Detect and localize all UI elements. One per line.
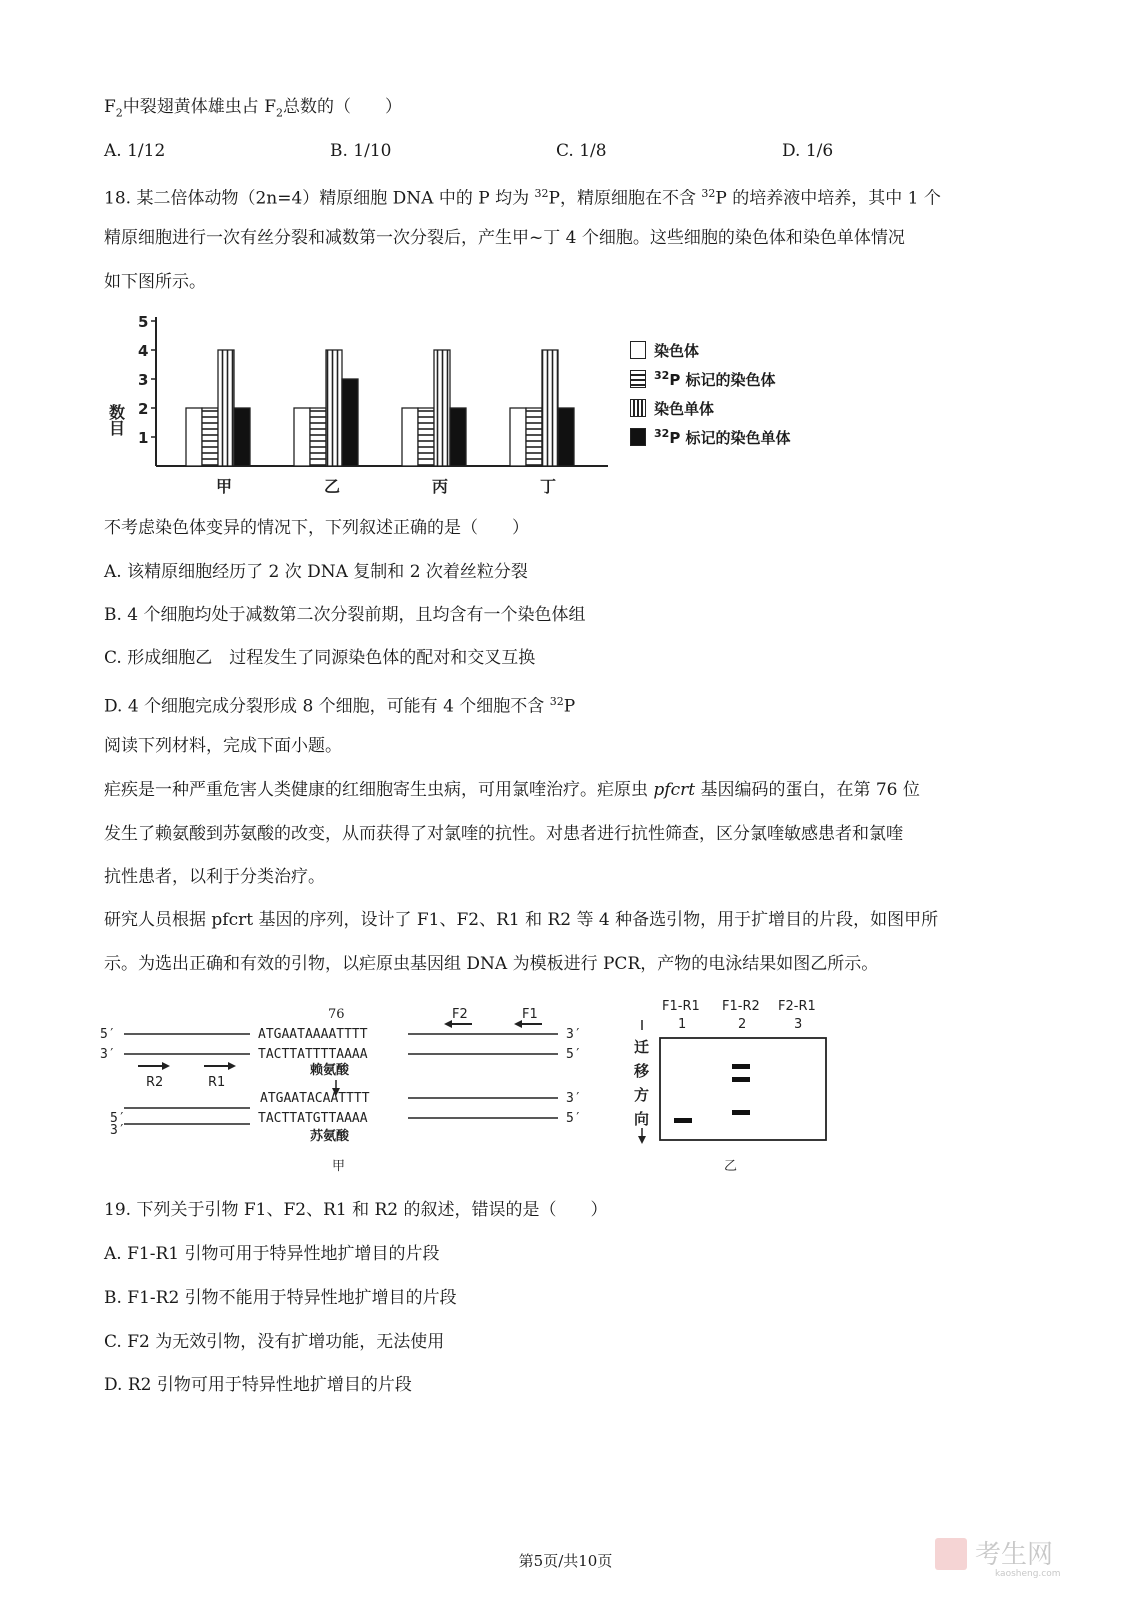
- bar-2-3: [450, 408, 466, 466]
- sequence-bottom-1: ATGAATACAATTTT: [260, 1091, 370, 1106]
- legend-item-labeled-chromatid: $^{32}$P 标记的染色单体: [630, 427, 791, 448]
- bar-1-2: [326, 350, 342, 466]
- bar-2-1: [418, 408, 434, 466]
- five-prime-label: 5′: [100, 1027, 116, 1042]
- direction-char: 迁: [634, 1038, 650, 1056]
- figure-yi-gel: [626, 994, 846, 1178]
- category-label: 甲: [216, 477, 233, 496]
- arrowhead: [638, 1136, 646, 1144]
- sequence-top-1: ATGAATAAAATTTT: [258, 1027, 368, 1042]
- legend-item-chromosome: 染色体: [630, 340, 699, 361]
- q17-stem: $F_2$中裂翅黄体雄虫占 $F_2$总数的（ ）: [104, 97, 402, 120]
- material-p2-line2: 示。为选出正确和有效的引物，以疟原虫基因组 DNA 为模板进行 PCR，产物的电泳结果如图乙所示。: [104, 954, 879, 974]
- svg-text:考生网: 考生网: [975, 1540, 1054, 1570]
- chart-svg: [106, 313, 610, 510]
- q19-option-d: D. R2 引物可用于特异性地扩增目的片段: [104, 1375, 412, 1395]
- lane-number-3: 3: [794, 1017, 803, 1032]
- category-label: 丁: [540, 477, 557, 496]
- bar-2-0: [402, 408, 418, 466]
- gel-band-lane2-top: [732, 1064, 750, 1069]
- q17-option-a: A. 1/12: [104, 141, 166, 161]
- gel-band-lane2-mid: [732, 1077, 750, 1082]
- bar-0-1: [202, 408, 218, 466]
- direction-char: 方: [634, 1086, 650, 1104]
- arrowhead: [162, 1062, 170, 1070]
- lane-label-1: F1-R1: [662, 999, 700, 1014]
- lane-label-2: F1-R2: [722, 999, 760, 1014]
- q18-stem-line2: 精原细胞进行一次有丝分裂和减数第一次分裂后，产生甲~丁 4 个细胞。这些细胞的染色体和染色单体情况: [104, 228, 905, 248]
- q17-option-b: B. 1/10: [330, 141, 392, 161]
- sequence-bottom-2: TACTTATGTTAAAA: [258, 1111, 368, 1126]
- figure-yi-caption: 乙: [724, 1159, 738, 1174]
- q19-option-b: B. F1-R2 引物不能用于特异性地扩增目的片段: [104, 1288, 457, 1308]
- three-prime-label: 3′: [566, 1027, 582, 1042]
- page-number: 第5页/共10页: [518, 1552, 613, 1570]
- y-tick-label: 4: [138, 342, 149, 360]
- material-p1-line1: 疟疾是一种严重危害人类健康的红细胞寄生虫病，可用氯喹治疗。疟原虫 pfcrt 基因编码的蛋白，在第 76 位: [104, 780, 920, 800]
- codon-position-label: 76: [328, 1007, 345, 1022]
- three-prime-label: 3′: [110, 1123, 126, 1138]
- bar-2-2: [434, 350, 450, 466]
- legend-item-chromatid: 染色单体: [630, 398, 714, 419]
- direction-char: 向: [634, 1110, 650, 1128]
- bar-0-0: [186, 408, 202, 466]
- legend-swatch: [630, 370, 646, 388]
- amino-acid-lysine: 赖氨酸: [310, 1063, 350, 1078]
- bar-3-1: [526, 408, 542, 466]
- q19-option-c: C. F2 为无效引物，没有扩增功能，无法使用: [104, 1332, 445, 1352]
- chromosome-bar-chart: [106, 313, 870, 510]
- watermark-icon: [935, 1530, 1095, 1580]
- five-prime-label: 5′: [110, 1111, 126, 1126]
- lane-number-2: 2: [738, 1017, 747, 1032]
- primer-f1-label: F1: [522, 1007, 538, 1022]
- q18-option-a: A. 该精原细胞经历了 2 次 DNA 复制和 2 次着丝粒分裂: [104, 562, 528, 582]
- bar-0-3: [234, 408, 250, 466]
- sequence-top-2: TACTTATTTTAAAA: [258, 1047, 368, 1062]
- figure-jia-caption: 甲: [332, 1159, 346, 1174]
- primer-r2-label: R2: [146, 1075, 164, 1090]
- material-p1-line3: 抗性患者，以利于分类治疗。: [104, 867, 325, 887]
- three-prime-label: 3′: [566, 1091, 582, 1106]
- bar-0-2: [218, 350, 234, 466]
- legend-item-labeled-chromosome: $^{32}$P 标记的染色体: [630, 369, 776, 390]
- y-tick-label: 1: [138, 429, 149, 447]
- lane-number-1: 1: [678, 1017, 687, 1032]
- arrowhead: [514, 1020, 522, 1028]
- q17-option-d: D. 1/6: [782, 141, 834, 161]
- y-tick-label: 3: [138, 371, 149, 389]
- gel-band-lane2-bottom: [732, 1110, 750, 1115]
- bar-3-3: [558, 408, 574, 466]
- bar-1-0: [294, 408, 310, 466]
- gel-band-lane1: [674, 1118, 692, 1123]
- y-axis-label: 数目: [106, 404, 126, 436]
- arrowhead: [444, 1020, 452, 1028]
- y-tick-label: 5: [138, 313, 149, 331]
- primer-r1-label: R1: [208, 1075, 226, 1090]
- bar-1-1: [310, 408, 326, 466]
- q18-stem-line1: 18. 某二倍体动物（2n=4）精原细胞 DNA 中的 P 均为 $^{32}$P，精原细胞在不含 $^{32}$P 的培养液中培养，其中 1 个: [104, 187, 941, 209]
- material-p2-line1: 研究人员根据 pfcrt 基因的序列，设计了 F1、F2、R1 和 R2 等 4 种备选引物，用于扩增目的片段，如图甲所: [104, 910, 939, 930]
- q18-option-d: D. 4 个细胞完成分裂形成 8 个细胞，可能有 4 个细胞不含 $^{32}$P: [104, 695, 576, 717]
- material-intro: 阅读下列材料，完成下面小题。: [104, 736, 342, 756]
- legend-swatch: [630, 428, 646, 446]
- direction-char: 移: [634, 1062, 650, 1080]
- y-tick-label: 2: [138, 400, 149, 418]
- q18-question: 不考虑染色体变异的情况下，下列叙述正确的是（ ）: [104, 518, 529, 538]
- five-prime-label: 5′: [566, 1047, 582, 1062]
- legend-swatch: [630, 399, 646, 417]
- lane-label-3: F2-R1: [778, 999, 816, 1014]
- material-p1-line2: 发生了赖氨酸到苏氨酸的改变，从而获得了对氯喹的抗性。对患者进行抗性筛查，区分氯喹敏感患者和氯喹: [104, 824, 903, 844]
- amino-acid-threonine: 苏氨酸: [310, 1129, 350, 1144]
- legend-swatch: [630, 341, 646, 359]
- bar-3-0: [510, 408, 526, 466]
- q18-stem-line3: 如下图所示。: [104, 272, 206, 292]
- q18-option-c: C. 形成细胞乙 过程发生了同源染色体的配对和交叉互换: [104, 648, 536, 668]
- three-prime-label: 3′: [100, 1047, 116, 1062]
- category-label: 乙: [324, 477, 341, 496]
- arrowhead: [228, 1062, 236, 1070]
- gel-frame: [660, 1038, 826, 1140]
- bar-3-2: [542, 350, 558, 466]
- q19-option-a: A. F1-R1 引物可用于特异性地扩增目的片段: [104, 1244, 440, 1264]
- watermark-logo: [935, 1530, 1095, 1580]
- primer-f2-label: F2: [452, 1007, 468, 1022]
- figure-jia-primer-map: [100, 998, 600, 1178]
- svg-text:kaosheng.com: kaosheng.com: [995, 1569, 1061, 1579]
- category-label: 丙: [432, 477, 449, 496]
- q17-option-c: C. 1/8: [556, 141, 607, 161]
- bar-1-3: [342, 379, 358, 466]
- five-prime-label: 5′: [566, 1111, 582, 1126]
- q19-stem: 19. 下列关于引物 F1、F2、R1 和 R2 的叙述，错误的是（ ）: [104, 1200, 608, 1220]
- q18-option-b: B. 4 个细胞均处于减数第二次分裂前期，且均含有一个染色体组: [104, 605, 586, 625]
